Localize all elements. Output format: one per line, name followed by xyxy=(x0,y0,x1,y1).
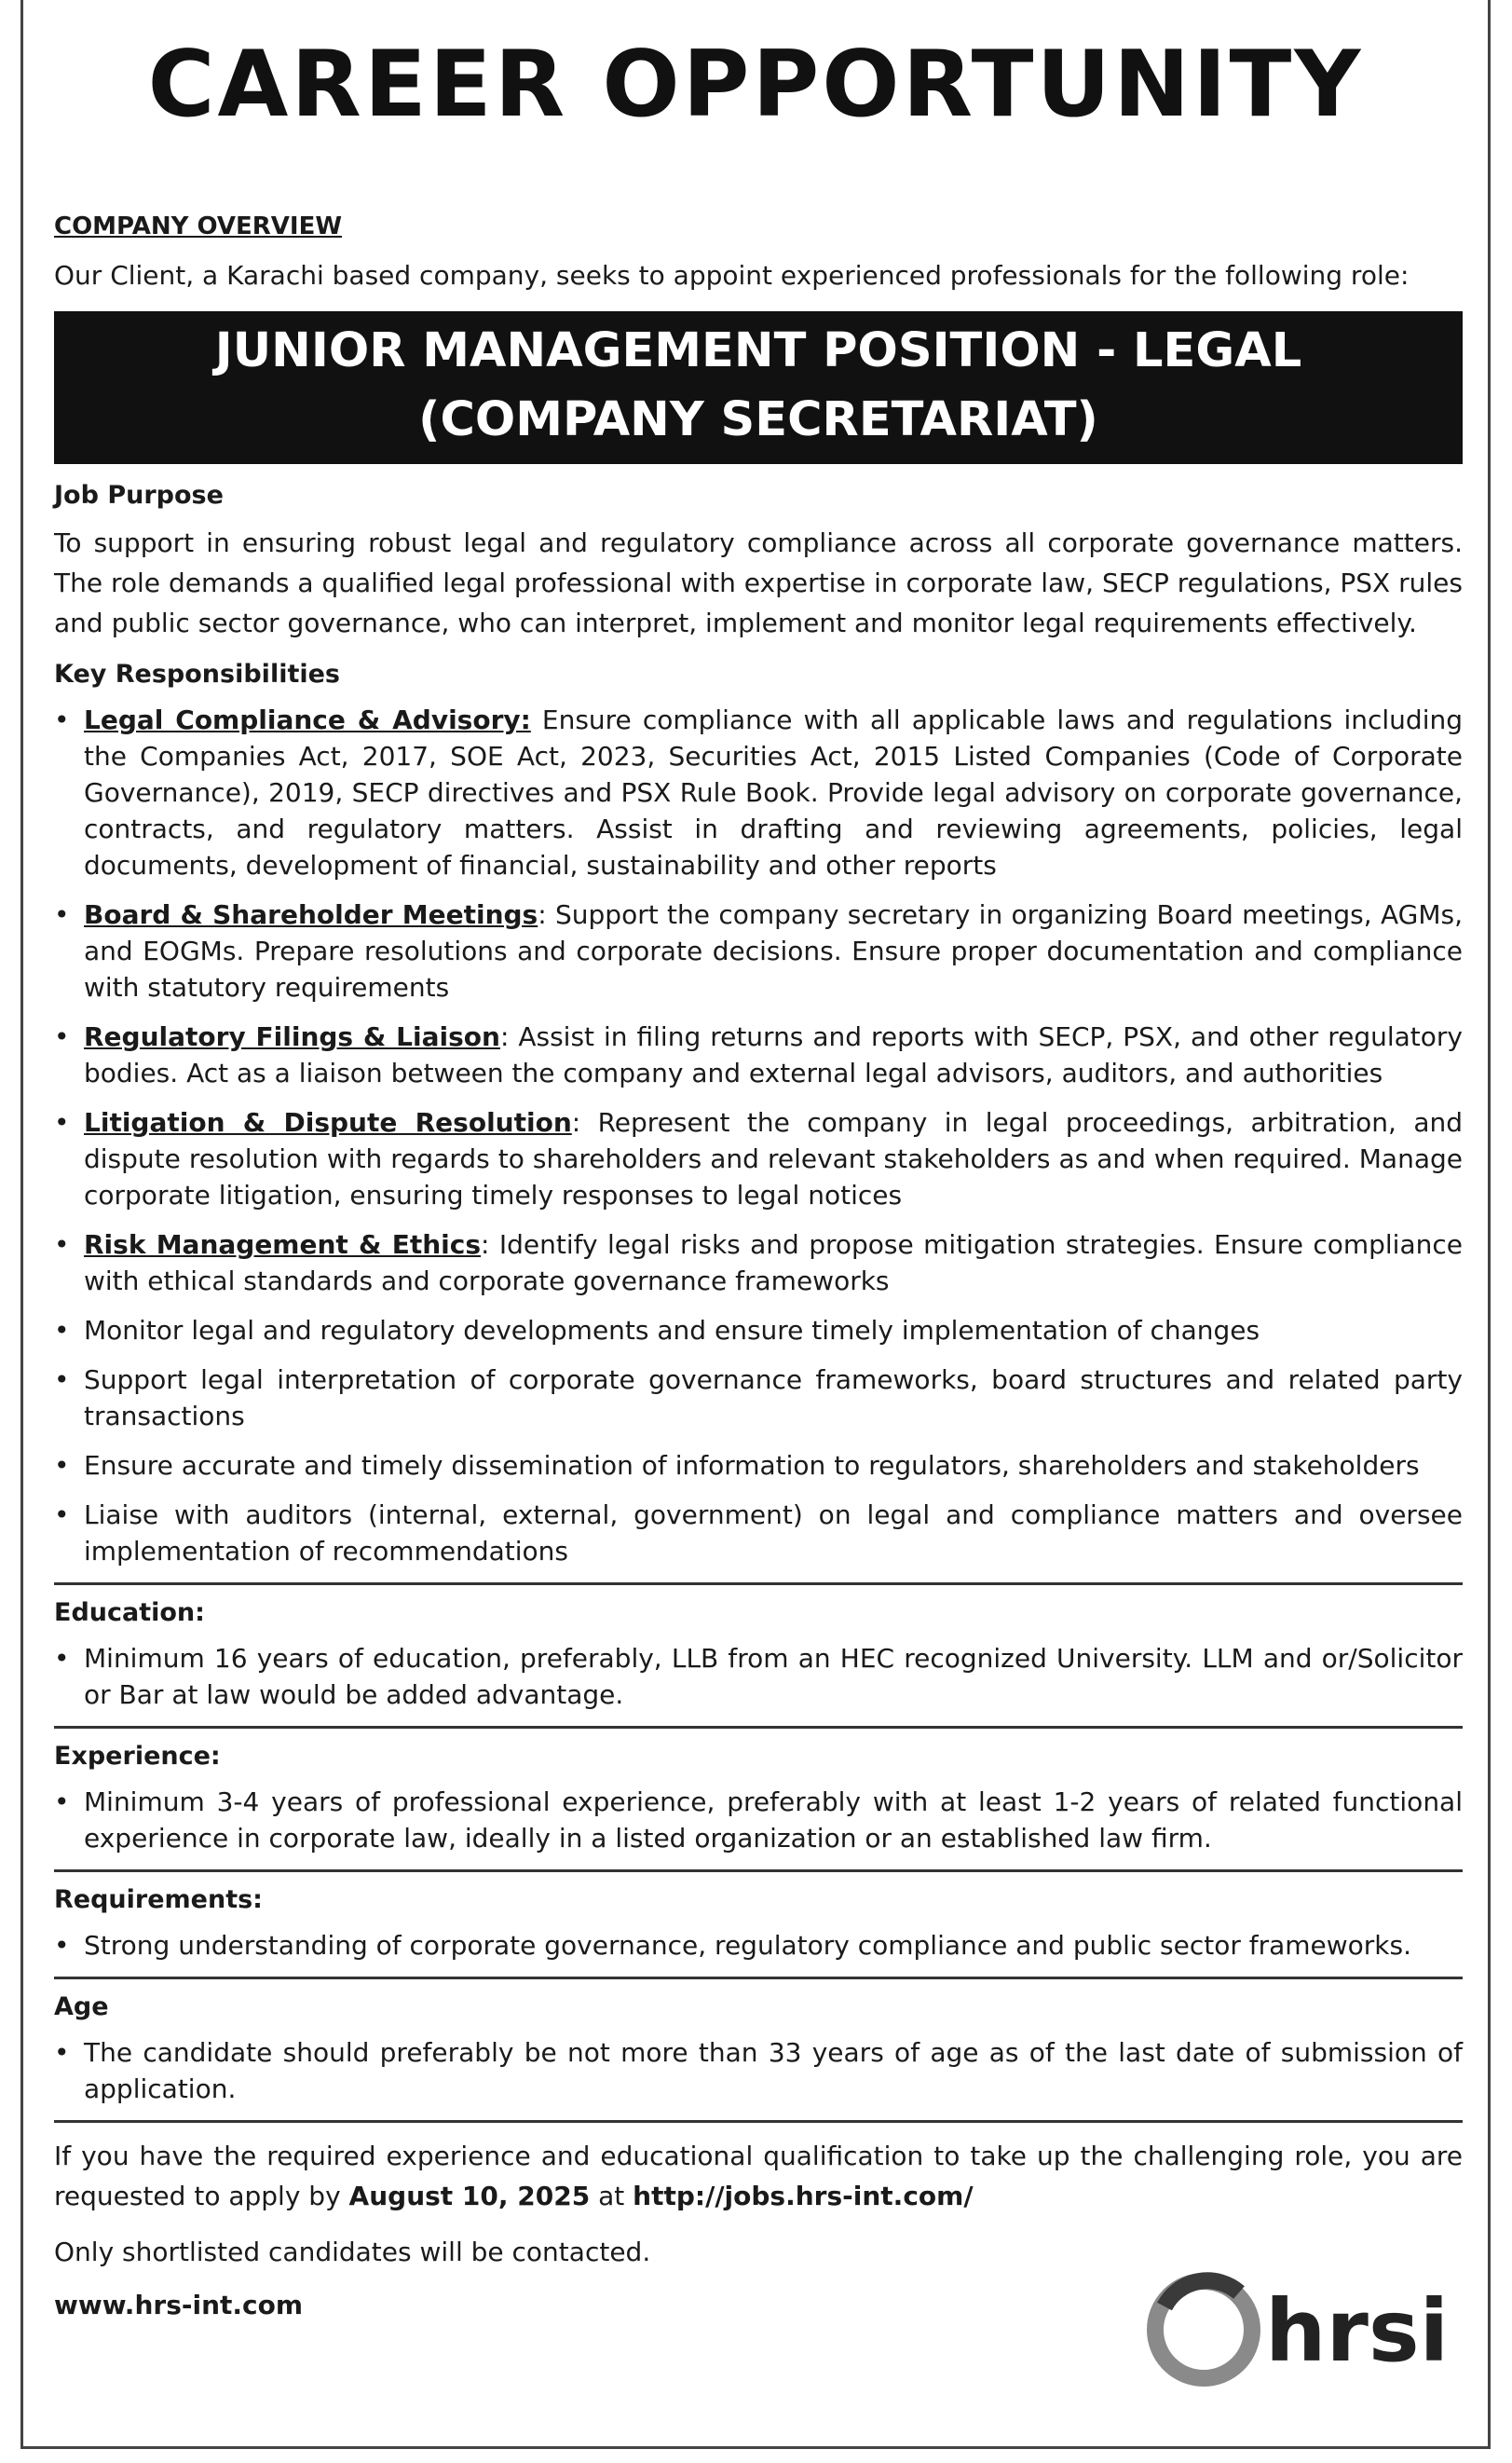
apply-text: If you have the required experience and educational qualification to take up the challenging role, you are requested to apply by xyxy=(54,2141,1463,2212)
list-item-lead: Litigation & Dispute Resolution xyxy=(84,1107,572,1139)
experience-list xyxy=(54,1784,1463,1856)
list-item: • Strong understanding of corporate governance, regulatory compliance and public sector frameworks. xyxy=(54,1927,1463,1964)
section-divider xyxy=(54,1582,1463,1585)
list-item-lead: Legal Compliance & Advisory: xyxy=(84,705,531,736)
requirements-list xyxy=(54,1927,1463,1964)
list-item xyxy=(54,702,1463,883)
list-item xyxy=(54,1019,1463,1091)
ad-content xyxy=(54,212,1463,2320)
experience-heading: Experience: xyxy=(54,1742,221,1772)
list-item-lead: Risk Management & Ethics xyxy=(84,1229,482,1261)
list-item-text: Ensure compliance with all applicable laws and regulations including the Companies Act, 2017, SOE Act, 2023, Securities Act, 2015 Listed Companies (Code of Corporate Governance), 2019, SECP directives and PSX Rule Book. Provide legal advisory on corporate governance, contracts, and regulatory matters. Assist in drafting and reviewing agreements, policies, legal documents, development of financial, sustainability and other reports xyxy=(84,705,1463,882)
position-title-line2: (COMPANY SECRETARIAT) xyxy=(418,392,1098,448)
company-overview-text: Our Client, a Karachi based company, seeks to appoint experienced professionals for the following role: xyxy=(54,260,1410,291)
apply-instructions xyxy=(54,2136,1463,2216)
list-item xyxy=(54,1226,1463,1299)
list-item xyxy=(54,1104,1463,1213)
hrsi-ring-logo-icon xyxy=(1155,2280,1252,2378)
apply-deadline: August 10, 2025 xyxy=(348,2181,591,2212)
list-item-text: : Assist in filing returns and reports with SECP, PSX, and other regulatory bodies. Act as a liaison between the company and external legal advisors, auditors, and authorities xyxy=(84,1021,1463,1089)
website-link[interactable]: www.hrs-int.com xyxy=(54,2290,304,2321)
job-purpose-heading: Job Purpose xyxy=(54,481,224,511)
section-divider xyxy=(54,1869,1463,1872)
education-list xyxy=(54,1640,1463,1713)
list-item-text: Support legal interpretation of corporate governance frameworks, board structures and related party transactions xyxy=(84,1364,1463,1432)
section-divider xyxy=(54,1726,1463,1729)
list-item-text: : Identify legal risks and propose mitigation strategies. Ensure compliance with ethical standards and corporate governance frameworks xyxy=(84,1229,1463,1297)
list-item-text: : Support the company secretary in organizing Board meetings, AGMs, and EOGMs. Prepare resolutions and corporate decisions. Ensure proper documentation and compliance with statutory requirements xyxy=(84,899,1463,1004)
advertisement-page xyxy=(20,0,1491,2449)
list-item-lead: Regulatory Filings & Liaison xyxy=(84,1021,500,1053)
responsibilities-heading: Key Responsibilities xyxy=(54,660,340,690)
list-item xyxy=(54,1497,1463,1569)
position-banner xyxy=(54,311,1463,464)
list-item: • Minimum 16 years of education, preferably, LLB from an HEC recognized University. LLM and or/Solicitor or Bar at law would be added advantage. xyxy=(54,1640,1463,1713)
requirements-heading: Requirements: xyxy=(54,1885,263,1915)
company-overview-heading: COMPANY OVERVIEW xyxy=(54,212,343,240)
position-title-line1: JUNIOR MANAGEMENT POSITION - LEGAL xyxy=(214,323,1302,379)
age-list xyxy=(54,2034,1463,2107)
age-heading: Age xyxy=(54,1992,109,2022)
job-purpose-text: To support in ensuring robust legal and regulatory compliance across all corporate governance matters. The role demands a qualified legal professional with expertise in corporate law, SECP regulations, PSX rules and public sector governance, who can interpret, implement and monitor legal requirements effectively. xyxy=(54,527,1463,639)
list-item-text: : Represent the company in legal proceedings, arbitration, and dispute resolution with regards to shareholders and relevant stakeholders as and when required. Manage corporate litigation, ensuring timely responses to legal notices xyxy=(84,1107,1463,1211)
hrsi-logo xyxy=(1146,2269,1491,2390)
section-divider xyxy=(54,2120,1463,2123)
page-title: CAREER OPPORTUNITY xyxy=(147,32,1364,138)
education-heading: Education: xyxy=(54,1598,205,1628)
list-item-lead: Board & Shareholder Meetings xyxy=(84,899,538,931)
apply-url-link[interactable]: http://jobs.hrs-int.com/ xyxy=(633,2181,974,2212)
list-item xyxy=(54,1312,1463,1348)
apply-text-middle: at xyxy=(590,2181,633,2212)
list-item: • The candidate should preferably be not more than 33 years of age as of the last date of submission of application. xyxy=(54,2034,1463,2107)
list-item-text: Monitor legal and regulatory developments and ensure timely implementation of changes xyxy=(84,1315,1260,1347)
responsibilities-list xyxy=(54,702,1463,1569)
list-item xyxy=(54,1447,1463,1484)
shortlist-note: Only shortlisted candidates will be contacted. xyxy=(54,2237,651,2268)
list-item xyxy=(54,896,1463,1006)
logo-wordmark: hrsi xyxy=(1265,2281,1450,2381)
section-divider xyxy=(54,1977,1463,1979)
list-item-text: Ensure accurate and timely dissemination of information to regulators, shareholders and stakeholders xyxy=(84,1450,1420,1482)
list-item xyxy=(54,1361,1463,1434)
list-item: • Minimum 3-4 years of professional experience, preferably with at least 1-2 years of related functional experience in corporate law, ideally in a listed organization or an established law firm. xyxy=(54,1784,1463,1856)
list-item-text: Liaise with auditors (internal, external, government) on legal and compliance matters and oversee implementation of recommendations xyxy=(84,1499,1463,1567)
